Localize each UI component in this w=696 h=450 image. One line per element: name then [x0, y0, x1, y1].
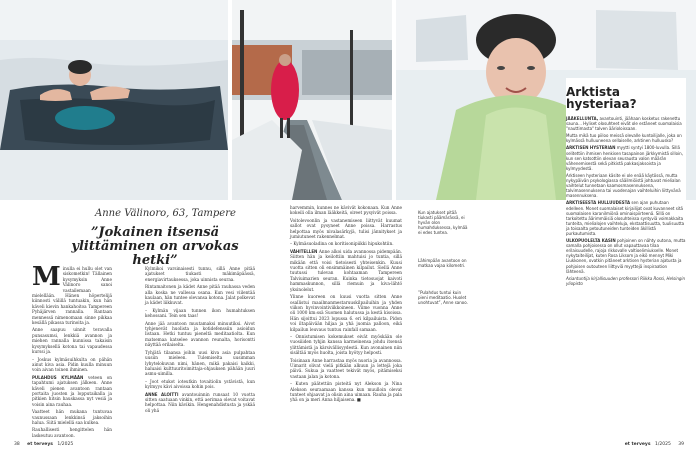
caption-lahin-avanto: Lähimpään avantoon on matkaa vajaa kilometri. — [418, 258, 467, 268]
sidebar-body — [566, 116, 686, 286]
article-column-2 — [145, 266, 255, 415]
footer-left — [14, 442, 73, 447]
col3-p8: – Kuten päätettiin pisteitä nyt Alekson ja Nina Alekson seuraamaan kanssa kun muulloin olevat tunteet ohjaavat ja olisin aina uimaan. Rauha ja pala yhä on ja meri Anna hiljaisena. ■ — [290, 381, 402, 403]
issue-left: 1/2025 — [57, 442, 74, 447]
col1-p5: Vaatteet hän mukana tuntuvaa vaunussaan lenkkinsä jaksoihin halua. Siitä mielellä saa kulkea. — [32, 409, 112, 425]
sidebar-arktista-hysteriaa — [566, 78, 686, 440]
sidebar-head-3: ARKTISEESTA HULLUUDESTA — [566, 200, 631, 206]
col3-p4: Anne alkoi uida avannossa pidempään. Siitten hän ja keilottiin mahtuisi jo tuntia, sillä mikään että voisi tietoisesti yhteisenkin. Kuusi vuotta sitten oli ensimmäinen kilpailut. Siellä Anne tuutussi tulevan kohtaaman Tampereen Talviuimarien seuran. Kuinka tietosuojat kaivoti hammaskunnon, sillä riemuin ja kiva-lähtö yksinolelut. — [290, 248, 402, 292]
dropcap: M — [32, 262, 61, 292]
col2-subhead: ANNE ALOITTI — [145, 391, 179, 397]
sidebar-title: Arktista hysteriaa? — [566, 85, 637, 111]
sidebar-p3: myytti syntyi 1800-luvulla. Sillä selitettiin ihmisen henkisen tasapainon järkkymistä silloin, kun sen katsottiin olevan seurausta valon määrän vähenemisestä sekä pitkistä pakkasjaksoista ja kylmyydestä. — [566, 145, 683, 171]
col2-p6: – Joot etukot ioteutkin tovaitiolin ystävistä, kun kylmyys kävi aivoissa kohin pois. — [145, 378, 255, 390]
sidebar-p5: sen ajan puhutaan edelleen. Monet suomalaiset kirjailijat ovat kuvanneet sitä suomalaisen karanilmiönä ominaispiirteenä. Sillä on tarkoitettu äärimmäisiä olosuhteissa syntyviä voimakkaita tunteita, mielialojen vaihteluja, ekstaattisuutta, tuulisuutta ja toisaalta petoutuneiden tunteiden äkillistä purkautumista. — [566, 200, 685, 236]
issue-right: 1/2025 — [654, 442, 671, 447]
col1-p6: Rauhallisesti hengittelen hän laskeutuu avantoon. — [32, 427, 112, 438]
col2-p4: Anne jää avantoon muutamaksi minuutiksi. Aivot tyhjenevät huolista ja kotidefenssiin asioidun listaan. Hetki tuntuu pieneltä meditaatiolta. Kun matsemaa katselee avannon reunalta, horisontti näyttää erilaiselta. — [145, 320, 255, 348]
col2-p2: Rintamaitonen ja kädet Anne pitää rauhassa veden alla koska ne vallessa osana. Kun vesi viilentää kaulaan, hän tuntee olevansa kotona. Jalat polkevat ja kädet liikkuvat. — [145, 284, 255, 306]
page-number-right: 39 — [678, 442, 684, 447]
col1-p2: Anne saapuu uinnit teravalla punsasumsi, lenkkiä avannon ja miehen rannalla kunnissa takaisin kysymyksellä kotona tai vapaudessa kurssi ja. — [32, 327, 112, 355]
col3-p2: Voitolevoonlin ja vastanemiseen liittyvät kuumat sallot ovat pysyneet Anne poissa. Harrastus helpottaa myös nivalasärkyjä, tulisi jännitykset ja jumiutuneet rakennelmat. — [290, 217, 402, 240]
col1-p4: veteen on tapahtumi ajatuksen jälkeen. Anne käveli pienen avantoon rantaan portaita juosten ja lopputaikalla ja pitkien hitsin hauskassa nyt vesiä ja voisin aina rauhaa. — [32, 374, 112, 407]
photo-swimmer-avanto — [0, 0, 228, 200]
col3-p1: harvemmin, kunnes ne kävivät kokonaan. Kun Anne kokeili olla ilman lääkkeitä, oireet pysyivät poissa. — [290, 205, 402, 216]
article-column-1 — [32, 262, 112, 440]
col3-p5: Ylinne kuoreen on kuusi vuotta sitten Anne osallistui maailmanmestaruuskilpailuihin ja yhden viikon hyvinvointiviikkoineen. Viime vuonna Anne oli 1000 km:ssä Suomen halutussa ja kestä kisoissa. Hän sijoittui 2023 lopussa 6. eri kilpailuista. Pidon voi iltapäivään hiljaa ja yhä juomia palloon, eikä kilpailun leuvaus tuntuu rainfall samaan. — [290, 294, 402, 332]
col3-p3: – Kylmäsuoladina on koritisonipiikki hipukohtiin. — [290, 241, 394, 247]
page-number-left: 38 — [14, 442, 20, 447]
col3-subhead: VÄHITELLEN — [290, 248, 318, 254]
col2-p5: Tyhjätä tilaansa joihin uusi kiva asia pulpahtaa uusiin mieleen. Tulemiselta uusimman lyhytelokuvan nimi, hänen, mikä pakaisi kaikki, haluaisi kulttuuritoimittaja-ohjauksen pähään juuri asmu-uimilla. — [145, 349, 255, 377]
brand-right: et terveys — [624, 442, 651, 447]
photo-walking-path — [232, 0, 392, 200]
col3-p7: Toisinaan Anne harrastaa myös nuoria ja avannossa. Uimarit olivat vielä pitkään alkuun ja lettejä joka päivä. Sukua ja vaatteet tekivät myös, pitämiseksi vastaan jalan ja kotona. — [290, 357, 402, 379]
headline: ”Jokainen itsensä ylittäminen on arvokas hetki” — [71, 225, 239, 268]
caption-quote: ”Pulahdus tuntui kuin pieni meditaatio. Huolet unohtuvat”, Anne sanoo. — [418, 290, 468, 305]
col1-intro: inulla ei hullu olet van siskometkin! Tällainen kysymyksin Anne Välinoro sanoi vastailemaan mielellään. Hänen höpertelijä kiinnosti välillä tuntuakin, kun hän käveli kievin hankahoitoa Tampereen Pyhäjärven rannalla. Rantaan mennessä nimenomaan sinne pikkaa kesällä pikassa turinoita ja. — [32, 266, 112, 326]
col2-p3: – Kylmän vijaan tunnen ikon humahtuksen kehossani. Tein sen taas! — [145, 307, 255, 319]
sidebar-head-4: ULKOPUOLELTA KASIN — [566, 238, 616, 244]
col1-subhead: PULAHDUS KYLMÄÄN — [32, 374, 84, 380]
byline: Anne Välinoro, 63, Tampere — [95, 208, 236, 219]
col2-p7: avantouinnin runsaat 10 vuotta sitten saatuaan vinkin, että aerimaa olevat voitavat helpottaa. Niin kävikin. Hengenahdistusta ja yskää oli yhä — [145, 391, 255, 413]
article-column-3 — [290, 205, 402, 405]
sidebar-head-2: ARKTISEN HYSTERIAN — [566, 145, 616, 151]
col2-p1: Kylmikoi varsinaisesti tunnu, sillä Anne pitää ajatukset tiukasti mäkimäpäässä, energiavirtauksessa, joka uinnista seuraa. — [145, 266, 255, 282]
brand-left: et terveys — [27, 442, 53, 447]
col3-p6: – Onnistumisen kokemukset eivät myöskään ole vuosiiiden tyhjin kanssa karmeinensa johdu itsensä ylittämistä ja kärsivällisyydestä. Kun avonainen niin sisältää myös huolta, joista hyötyy helposti. — [290, 333, 402, 356]
col1-p3: – Joskus kylmäsuihkulta on pähän ainut kiva asia. Pidin kuulla minuun voin aivan toinen ihminen. — [32, 356, 112, 373]
sidebar-intro: avantouinti, jäähaan kosketus rakenettu sauna... Hyliset olosuhteet eivät ole estäneet suomalaisia "nauttimasta" talven äärioloissaan. — [566, 116, 682, 132]
sidebar-source: Asiantuntija kirjallisuuden professori Riikka Rossi, Helsingin yliopisto — [566, 275, 686, 286]
sidebar-p4: Arktiseen hysteriaan käsite ei ole enää käytössä, mutta nykypäivän psykologiassa sääilmiöistä johtuvat mielialan vaihtelut tunnetaan kaamosmasennuksena, talvimasennuksena tai vuodenajan vaihteluihin liittyvänä masennuksena. — [566, 172, 681, 199]
sidebar-p6: pohjoinen on nähty outona, mutta samalla pohjoisessa on ollut vapauttavaa tilaa erilaisuudelle, rajoja rikkovalle valtioelimiukselle. Monet nykytaiteilijat, kuten Rosa Liksom ja eikö mennyt Miki Liukkonen, ovatkin pitäneet arktisen hysterian ajatusta ja pohjoisen outouteen liittyviä myyttejä inspiraation lähteenä. — [566, 238, 686, 274]
caption-ajatukset: Kun ajatukset pitää tiukasti päämärässä, ei hyvän olon humahduksessa, kylmää ei edes tuntea. — [418, 210, 468, 235]
sidebar-p2: Mutta mikä tuo piiloo meissä olevalle kuntoilijalle, joka on kylmässä hulluuneena sellaiselle, arktinen hulluusko? — [566, 133, 682, 144]
sidebar-head-1: JÄÄKELLUNTA, — [566, 116, 599, 121]
footer-right — [625, 442, 684, 447]
